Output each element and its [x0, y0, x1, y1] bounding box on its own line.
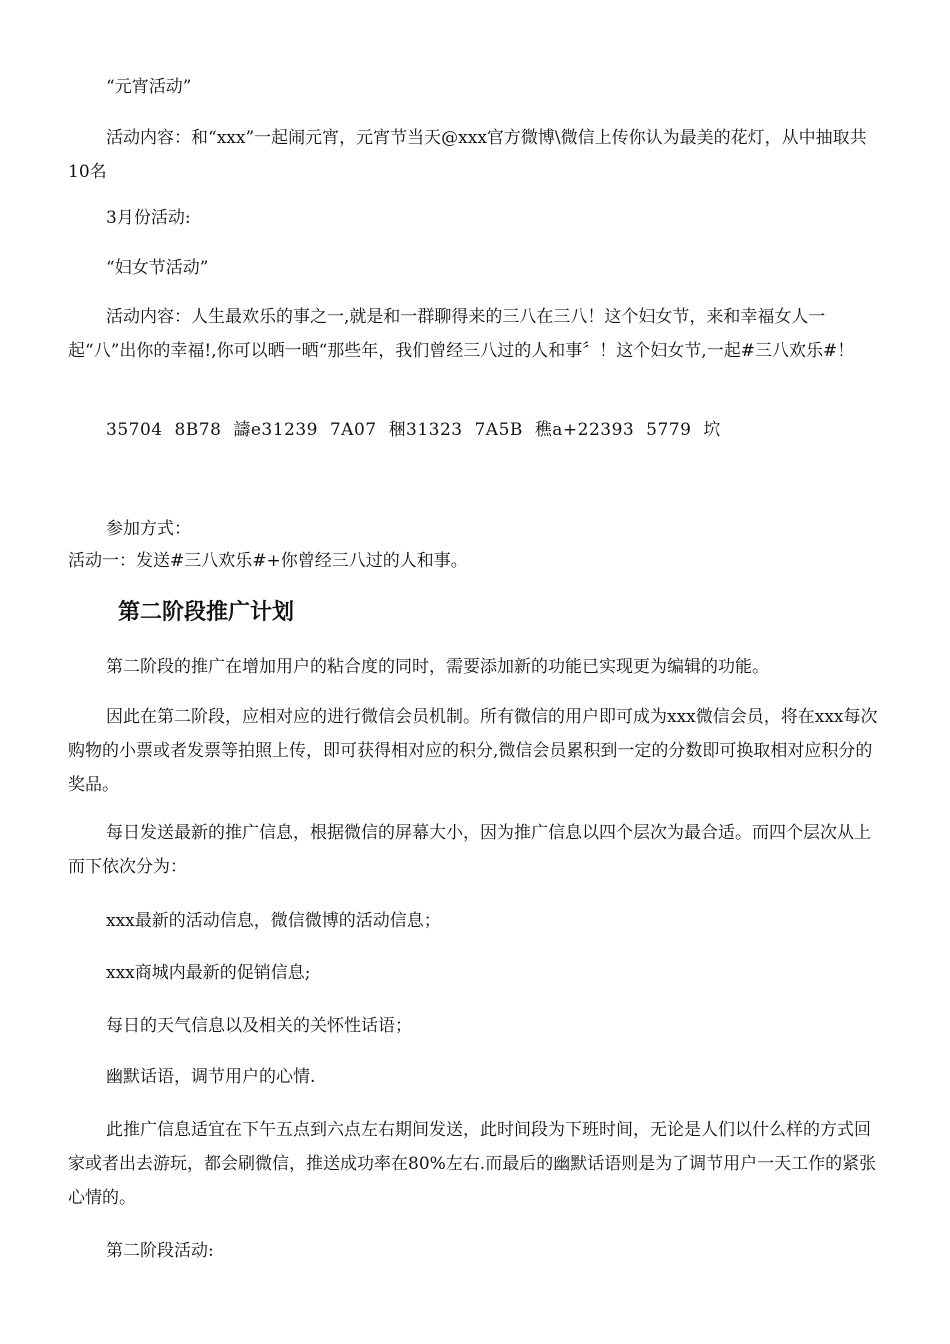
activity-one-text: 活动一：发送#三八欢乐#+你曾经三八过的人和事。 — [68, 551, 468, 571]
list-item: xxx商城内最新的促销信息; — [106, 963, 311, 983]
phase-two-activity-label: 第二阶段活动: — [106, 1241, 214, 1261]
daily-info-paragraph: 每日发送最新的推广信息，根据微信的屏幕大小，因为推广信息以四个层次为最合适。而四个层次从上而下依次分为： — [68, 823, 871, 877]
womens-day-activity-title: “妇女节活动” — [106, 258, 209, 278]
membership-paragraph: 因此在第二阶段，应相对应的进行微信会员机制。所有微信的用户即可成为xxx微信会员，将在xxx每次购物的小票或者发票等拍照上传，即可获得相对应的积分,微信会员累积到一定的分数即可换取相对应积分的奖品。 — [68, 707, 878, 795]
lantern-activity-content: 活动内容：和“xxx”一起闹元宵，元宵节当天@xxx官方微博\微信上传你认为最美的花灯，从中抽取共10名 — [68, 128, 867, 182]
section-heading: 第二阶段推广计划 — [118, 600, 295, 625]
send-time-paragraph: 此推广信息适宜在下午五点到六点左右期间发送，此时间段为下班时间，无论是人们以什么样的方式回家或者出去游玩，都会刷微信，推送成功率在80%左右.而最后的幽默话语则是为了调节用户一天工作的紧张心情的。 — [68, 1120, 877, 1208]
list-item: 每日的天气信息以及相关的关怀性话语； — [106, 1016, 412, 1036]
list-item: xxx最新的活动信息，微信微博的活动信息； — [106, 911, 441, 931]
section-intro-paragraph: 第二阶段的推广在增加用户的粘合度的同时，需要添加新的功能已实现更为编辑的功能。 — [106, 657, 769, 677]
garbled-code-line: 35704 8B78 譸e31239 7A07 稇31323 7A5B 穛a+22393 5779 坹 — [106, 420, 721, 440]
participation-method-label: 参加方式： — [106, 519, 191, 539]
womens-day-activity-content: 活动内容：人生最欢乐的事之一,就是和一群聊得来的三八在三八！这个妇女节，来和幸福女人一起“八”出你的幸福!,你可以晒一晒“那些年，我们曾经三八过的人和事〞！这个妇女节,一起#三八欢乐#！ — [68, 307, 855, 361]
march-activity-label: 3月份活动: — [106, 208, 191, 228]
list-item: 幽默话语，调节用户的心情. — [106, 1067, 316, 1087]
lantern-activity-title: “元宵活动” — [106, 77, 192, 97]
